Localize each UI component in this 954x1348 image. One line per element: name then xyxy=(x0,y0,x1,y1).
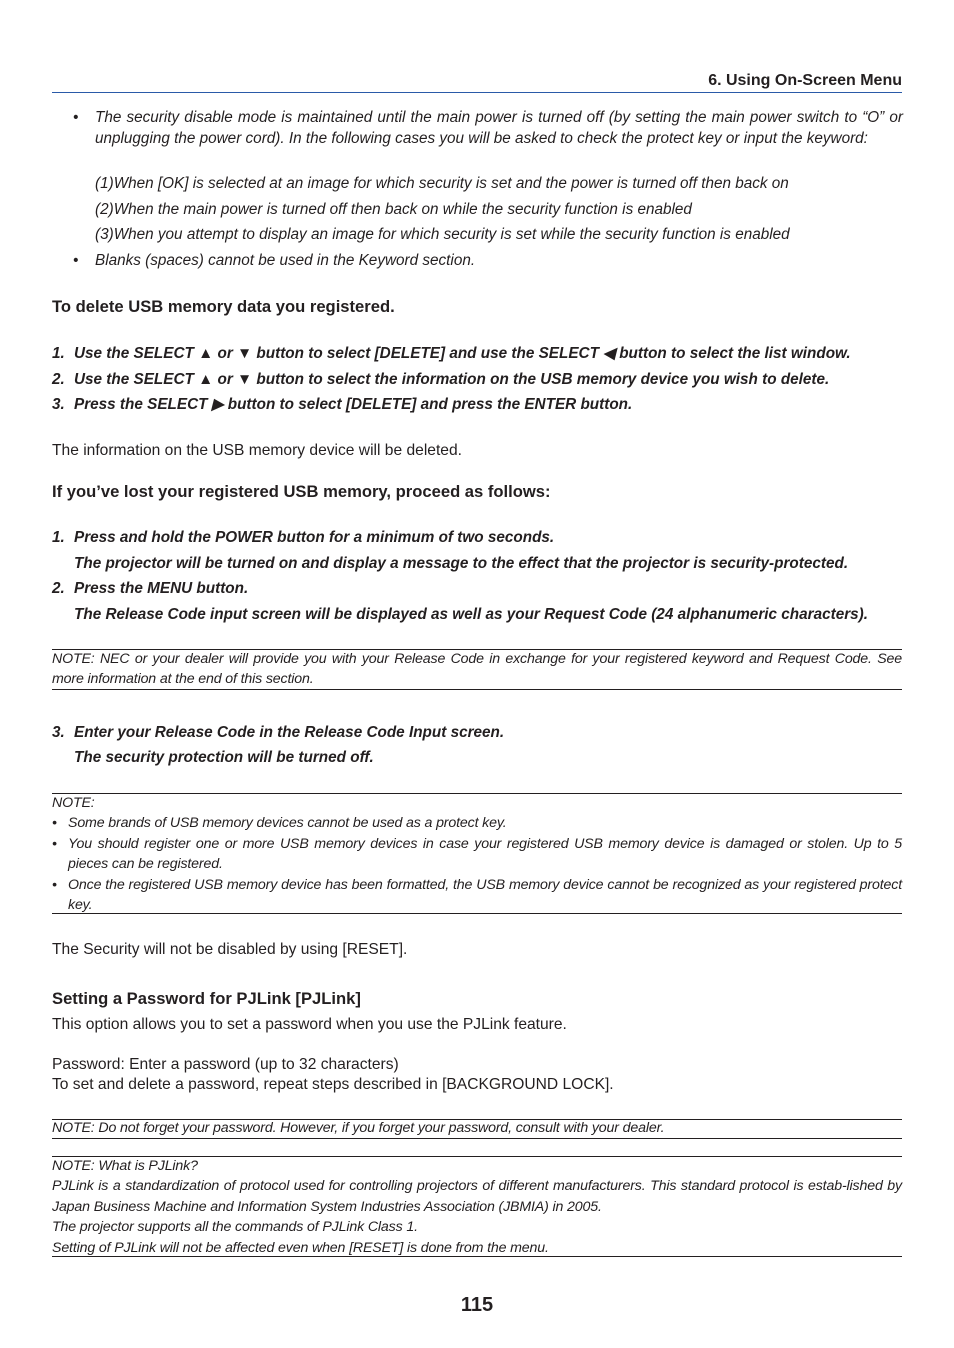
step-number: 3. xyxy=(52,724,65,741)
page-number: 115 xyxy=(460,1294,494,1316)
pjlink-intro: This option allows you to set a password when you use the PJLink feature. xyxy=(52,1016,567,1033)
step-text: Use the SELECT ▲ or ▼ button to select the information on the USB memory device you wish to delete. xyxy=(74,371,830,388)
bullet-marker: • xyxy=(73,252,79,269)
usb-note-block xyxy=(52,793,902,915)
bullet-text: The security disable mode is maintained until the main power is turned off (by setting the main power switch to “O” or unplugging the power cord). In the following cases you will be asked to check the protect key or input the keyword: xyxy=(95,109,903,147)
lost-step-2 xyxy=(52,579,912,599)
note-line: Setting of PJLink will not be affected even when [RESET] is done from the menu. xyxy=(52,1239,549,1256)
note-item-text: Once the registered USB memory device has been formatted, the USB memory device cannot be recognized as your registered protect key. xyxy=(68,876,902,914)
delete-step-1 xyxy=(52,344,912,364)
note-line: NOTE: What is PJLink? xyxy=(52,1158,198,1174)
pjlink-what-note xyxy=(52,1156,902,1258)
security-case-3: (3)When you attempt to display an image for which security is set while the security function is enabled xyxy=(95,226,790,243)
release-code-note: NOTE: NEC or your dealer will provide you with your Release Code in exchange for your registered keyword and Request Code. See more information at the end of this section. xyxy=(52,651,902,688)
bullet-marker: • xyxy=(73,109,79,126)
delete-heading: To delete USB memory data you registered. xyxy=(52,297,395,316)
section-header: 6. Using On-Screen Menu xyxy=(708,72,902,89)
password-note: NOTE: Do not forget your password. However, if you forget your password, consult with your dealer. xyxy=(52,1120,665,1136)
pjlink-steps-line: To set and delete a password, repeat steps described in [BACKGROUND LOCK]. xyxy=(52,1076,614,1093)
lost-step-3-result: The security protection will be turned off. xyxy=(74,749,374,766)
note-item xyxy=(52,813,902,833)
delete-step-2 xyxy=(52,370,912,390)
step-number: 1. xyxy=(52,345,65,362)
note-item xyxy=(52,875,902,916)
lost-step-3 xyxy=(52,723,912,743)
step-number: 2. xyxy=(52,371,65,388)
step-text: Press the MENU button. xyxy=(74,580,249,597)
note-item-text: Some brands of USB memory devices cannot be used as a protect key. xyxy=(68,815,507,832)
reset-text: The Security will not be disabled by using [RESET]. xyxy=(52,941,408,958)
pjlink-heading: Setting a Password for PJLink [PJLink] xyxy=(52,989,361,1008)
bullet-marker: • xyxy=(52,835,57,852)
bullet-marker: • xyxy=(52,876,57,893)
step-text: Press and hold the POWER button for a minimum of two seconds. xyxy=(74,529,555,546)
step-number: 3. xyxy=(52,396,65,413)
pjlink-password-line: Password: Enter a password (up to 32 characters) xyxy=(52,1056,399,1073)
note-rule-bottom xyxy=(52,1256,902,1257)
step-text: Press the SELECT ▶ button to select [DELETE] and press the ENTER button. xyxy=(74,396,633,413)
note-item xyxy=(52,834,902,875)
step-number: 2. xyxy=(52,580,65,597)
note-line: PJLink is a standardization of protocol used for controlling projectors of different manufacturers. This standard protocol is estab-lished by Japan Business Machine and Information System Industries Association (JBMIA) in 2005. xyxy=(52,1178,902,1215)
note-line: The projector supports all the commands of PJLink Class 1. xyxy=(52,1219,418,1236)
lost-heading: If you’ve lost your registered USB memory, proceed as follows: xyxy=(52,482,551,501)
bullet-text: Blanks (spaces) cannot be used in the Keyword section. xyxy=(95,252,476,269)
step-text: Enter your Release Code in the Release Code Input screen. xyxy=(74,724,505,741)
step-text: Use the SELECT ▲ or ▼ button to select [DELETE] and use the SELECT ◀ button to select the list window. xyxy=(74,345,851,362)
note-rule-bottom xyxy=(52,689,902,690)
lost-step-2-result: The Release Code input screen will be displayed as well as your Request Code (24 alphanumeric characters). xyxy=(74,606,869,623)
bullet-marker: • xyxy=(52,815,57,832)
step-number: 1. xyxy=(52,529,65,546)
bullet-blanks xyxy=(73,251,903,272)
note-item-text: You should register one or more USB memory devices in case your registered USB memory device is damaged or stolen. Up to 5 pieces can be registered. xyxy=(68,835,902,873)
note-rule-bottom xyxy=(52,913,902,914)
lost-step-1 xyxy=(52,528,912,548)
header-divider xyxy=(52,92,902,93)
security-case-1: (1)When [OK] is selected at an image for which security is set and the power is turned off then back on xyxy=(95,175,789,192)
note-rule-bottom xyxy=(52,1138,902,1139)
lost-step-1-result: The projector will be turned on and display a message to the effect that the projector is security-protected. xyxy=(74,555,849,572)
delete-result: The information on the USB memory device will be deleted. xyxy=(52,442,462,459)
note-title: NOTE: xyxy=(52,795,95,811)
security-case-2: (2)When the main power is turned off then back on while the security function is enabled xyxy=(95,201,692,218)
delete-step-3 xyxy=(52,395,912,415)
bullet-security-disable xyxy=(73,108,903,149)
